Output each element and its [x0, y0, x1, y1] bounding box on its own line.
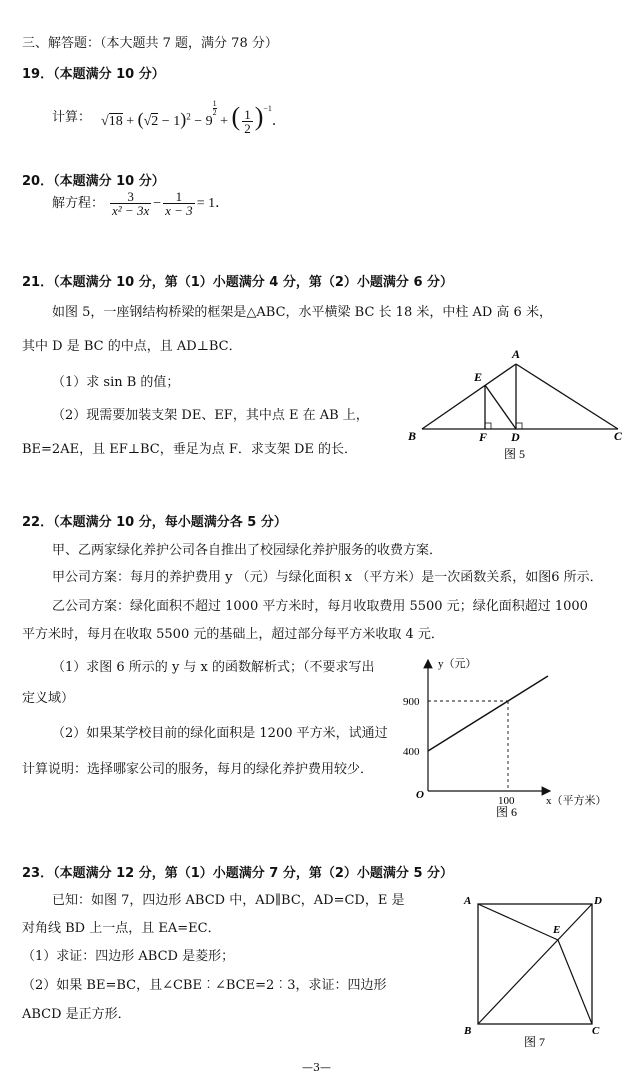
q22-line1: 甲、乙两家绿化养护公司各自推出了校园绿化养护服务的收费方案． [52, 543, 443, 558]
q23-part2b: ABCD 是正方形． [22, 1007, 131, 1022]
q20-f1-den: x² − 3x [112, 203, 150, 218]
fig6-tick-900: 900 [403, 696, 420, 708]
q21-part2a: （2）现需要加装支架 DE、EF，其中点 E 在 AB 上， [52, 408, 369, 423]
page-number: —3— [302, 1061, 331, 1074]
section-title: 三、解答题：（本大题共 7 题，满分 78 分） [22, 36, 278, 51]
fig7-diagonal-bd [478, 904, 592, 1024]
fig6-tick-100: 100 [498, 795, 515, 807]
q19-header: 19．（本题满分 10 分） [22, 67, 165, 82]
q22-part1a: （1）求图 6 所示的 y 与 x 的函数解析式；（不要求写出 [52, 660, 375, 675]
q21-line1: 如图 5，一座钢结构桥梁的框架是△ABC，水平横梁 BC 长 18 米，中柱 AD 高 6 米， [52, 305, 552, 320]
q23-part2a: （2）如果 BE=BC，且∠CBE︰∠BCE=2︰3，求证：四边形 [22, 978, 387, 993]
fig6-origin: O [416, 789, 424, 801]
fig5-caption: 图 5 [504, 447, 526, 461]
q19-square: 2 [186, 111, 191, 122]
fig5-right-angle-f [485, 423, 491, 429]
fig7-label-c: C [592, 1025, 600, 1037]
q19-exp-num: 1 [212, 99, 217, 108]
fig6-series-line [428, 676, 548, 751]
fig6-x-label: x（平方米） [546, 795, 607, 807]
q19-prompt: 计算： [52, 110, 92, 126]
fig5-segment-ab [422, 364, 516, 429]
fig5-label-c: C [614, 429, 623, 443]
q21-part2b: BE=2AE，且 EF⊥BC，垂足为点 F．求支架 DE 的长． [22, 442, 358, 457]
figure-5 [404, 343, 632, 463]
fig7-segment-ec [558, 940, 592, 1024]
fig5-label-f: F [479, 430, 488, 444]
fig5-label-b: B [408, 429, 417, 443]
fig7-caption: 图 7 [524, 1035, 546, 1049]
fig5-segment-ac [516, 364, 618, 429]
fig5-label-d: D [511, 430, 520, 444]
fig5-label-a: A [512, 347, 521, 361]
fig7-segment-ae [478, 904, 561, 940]
q19-end: ． [271, 114, 286, 129]
q20-minus: − [153, 195, 162, 211]
fig6-caption: 图 6 [496, 805, 518, 819]
q23-line2: 对角线 BD 上一点，且 EA=EC． [22, 921, 221, 936]
q19-half-den: 2 [244, 121, 251, 137]
q20-prompt: 解方程： [52, 196, 105, 211]
q22-part2b: 计算说明：选择哪家公司的服务，每月的绿化养护费用较少． [22, 762, 374, 777]
q23-header: 23．（本题满分 12 分，第（1）小题满分 7 分，第（2）小题满分 5 分） [22, 866, 454, 881]
q19-half-num: 1 [244, 107, 251, 123]
q23-line1: 已知：如图 7，四边形 ABCD 中，AD∥BC，AD=CD，E 是 [52, 893, 405, 908]
q22-line2: 甲公司方案：每月的养护费用 y （元）与绿化面积 x （平方米）是一次函数关系，如图6 所示． [52, 570, 603, 585]
q22-part2a: （2）如果某学校目前的绿化面积是 1200 平方米，试通过 [52, 726, 388, 741]
q20-f1-num: 3 [110, 190, 151, 204]
q23-part1: （1）求证：四边形 ABCD 是菱形； [22, 949, 235, 964]
q21-part1: （1）求 sin B 的值； [52, 375, 180, 390]
q20-f2-num: 1 [163, 190, 195, 204]
q19-sqrt2: 2 [151, 114, 159, 129]
q19-expression [52, 100, 286, 135]
q19-exp-den: 2 [212, 108, 217, 117]
q19-sqrt18: 18 [108, 114, 123, 129]
q19-neg1: −1 [263, 104, 272, 113]
fig7-label-b: B [464, 1025, 472, 1037]
q22-header: 22．（本题满分 10 分，每小题满分各 5 分） [22, 515, 287, 530]
fig7-label-d: D [594, 895, 602, 907]
fig5-right-angle-d [516, 423, 522, 429]
figure-6 [400, 652, 632, 824]
q19-minus1: − 1 [158, 114, 181, 129]
q20-header: 20．（本题满分 10 分） [22, 174, 165, 189]
fig7-label-a: A [464, 895, 472, 907]
sqrt-symbol: √ [101, 114, 109, 129]
fig7-label-e: E [553, 924, 561, 936]
q19-math: $√18 + (√2 - 1)^2 - 9$ $^{\frac{1}{2}}$ + ( $\frac{1}{2}$ )$^{-1}$． [101, 99, 286, 137]
q20-rhs: = 1． [196, 195, 230, 211]
q19-minus9: − 9 [190, 114, 213, 129]
q22-line3: 乙公司方案：绿化面积不超过 1000 平方米时，每月收取费用 5500 元；绿化面积超过 1000 [52, 599, 588, 614]
q19-plus-1: + [122, 114, 138, 129]
q20-math [108, 190, 229, 217]
fig5-segment-de [485, 385, 516, 429]
figure-7 [460, 888, 610, 1052]
q21-line2: 其中 D 是 BC 的中点，且 AD⊥BC． [22, 339, 242, 354]
q21-header: 21．（本题满分 10 分，第（1）小题满分 4 分，第（2）小题满分 6 分） [22, 275, 454, 290]
fig5-label-e: E [474, 370, 483, 384]
fig6-tick-400: 400 [403, 746, 420, 758]
q22-part1b: 定义域） [22, 691, 75, 706]
q20-equation [52, 190, 229, 217]
q20-f2-den: x − 3 [165, 203, 193, 218]
q19-plus-2: + [216, 114, 232, 129]
q22-line4: 平方米时，每月在收取 5500 元的基础上，超过部分每平方米收取 4 元． [22, 627, 444, 642]
fig6-y-label: y（元） [438, 658, 477, 670]
